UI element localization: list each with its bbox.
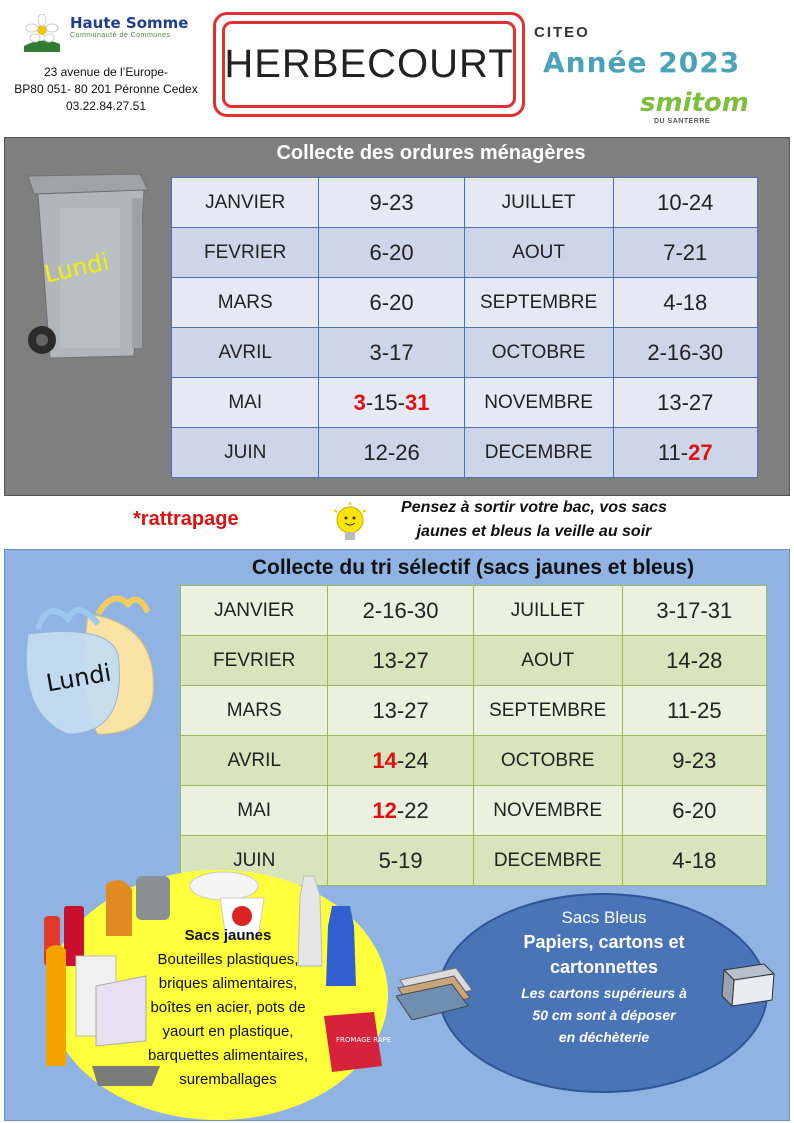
rattrapage-date: 31 — [405, 389, 430, 415]
date-text: 11- — [657, 439, 689, 465]
dates-cell — [328, 786, 473, 836]
table-row — [181, 686, 767, 736]
ordures-title: Collecte des ordures ménagères — [276, 142, 586, 164]
table-row — [172, 278, 758, 328]
date-text: 13-27 — [372, 697, 429, 723]
phone-number: 03.22.84.27.51 — [65, 99, 147, 113]
dates-cell — [319, 428, 464, 478]
sacs-bleus-note — [470, 982, 738, 1048]
date-text: 13-27 — [657, 389, 714, 415]
date-text: 4-18 — [663, 289, 708, 315]
month-cell: MARS — [172, 278, 319, 328]
date-text: 4-18 — [672, 847, 717, 873]
date-text: -22 — [396, 797, 429, 823]
date-text: 9-23 — [672, 747, 717, 773]
date-text: 5-19 — [378, 847, 423, 873]
dates-cell — [613, 378, 758, 428]
dates-cell — [622, 586, 766, 636]
ordures-schedule — [171, 177, 758, 478]
sacs-jaunes-text — [128, 924, 328, 1092]
fromage-package-label: FROMAGE RAPE — [336, 1036, 392, 1044]
date-text: 13-27 — [372, 647, 429, 673]
sacs-jaunes-line: barquettes alimentaires, — [147, 1047, 309, 1064]
reminder-line1: Pensez à sortir votre bac, vos sacs — [401, 499, 667, 516]
dates-cell — [613, 328, 758, 378]
tri-day-label: Lundi — [44, 658, 114, 698]
month-cell: JUILLET — [473, 586, 622, 636]
month-cell: AVRIL — [172, 328, 319, 378]
date-text: 9-23 — [369, 189, 414, 215]
dates-cell — [613, 428, 758, 478]
ordures-day-label: Lundi — [41, 247, 112, 289]
date-text: 14-28 — [666, 647, 723, 673]
month-cell: AOUT — [473, 636, 622, 686]
sacs-bleus-sub2: cartonnettes — [549, 957, 659, 977]
table-row — [181, 586, 767, 636]
table-row — [172, 378, 758, 428]
smitom-logo — [640, 88, 750, 128]
table-row — [172, 178, 758, 228]
month-cell: SEPTEMBRE — [473, 686, 622, 736]
dates-cell — [328, 586, 473, 636]
date-text: 11-25 — [666, 697, 722, 723]
month-cell: JUIN — [172, 428, 319, 478]
month-cell: MAI — [172, 378, 319, 428]
sacs-jaunes-line: suremballages — [179, 1071, 277, 1088]
dates-cell — [328, 636, 473, 686]
logo-name: Haute Somme — [70, 14, 189, 32]
table-row — [172, 428, 758, 478]
month-cell: JUILLET — [464, 178, 613, 228]
rattrapage-date: 14 — [372, 747, 397, 773]
dates-cell — [319, 178, 464, 228]
table-row — [172, 228, 758, 278]
month-cell: OCTOBRE — [464, 328, 613, 378]
month-cell: FEVRIER — [172, 228, 319, 278]
date-text: 6-20 — [369, 289, 414, 315]
date-text: 12-26 — [363, 439, 420, 465]
dates-cell — [328, 736, 473, 786]
date-text: 3-17-31 — [656, 597, 733, 623]
address-line2: BP80 051- 80 201 Péronne Cedex — [14, 82, 198, 96]
month-cell: DECEMBRE — [473, 836, 622, 886]
rattrapage-date: 3 — [353, 389, 366, 415]
dates-cell — [613, 278, 758, 328]
month-cell: AVRIL — [181, 736, 328, 786]
date-text: 3-17 — [369, 339, 414, 365]
sacs-jaunes-line: boîtes en acier, pots de — [150, 999, 306, 1016]
month-cell: OCTOBRE — [473, 736, 622, 786]
lightbulb-icon — [330, 502, 370, 546]
date-text: -15- — [365, 389, 405, 415]
sacs-jaunes-line: Bouteilles plastiques, — [157, 951, 299, 968]
sacs-jaunes-line: briques alimentaires, — [158, 975, 298, 992]
sacs-jaunes-title: Sacs jaunes — [184, 927, 272, 944]
flower-logo-icon — [22, 14, 62, 54]
dates-cell — [319, 378, 464, 428]
ordures-table — [171, 177, 758, 478]
rattrapage-note: *rattrapage — [133, 508, 239, 530]
citeo-logo: CITEO — [534, 24, 590, 41]
month-cell: JANVIER — [181, 586, 328, 636]
date-text: 2-16-30 — [362, 597, 439, 623]
dates-cell — [613, 178, 758, 228]
month-cell: MARS — [181, 686, 328, 736]
dates-cell — [622, 736, 766, 786]
month-cell: MAI — [181, 786, 328, 836]
smitom-subtitle: DU SANTERRE — [654, 118, 711, 125]
month-cell: DECEMBRE — [464, 428, 613, 478]
tri-title: Collecte du tri sélectif (sacs jaunes et bleus) — [251, 556, 695, 579]
haute-somme-logo — [22, 14, 202, 54]
month-cell: NOVEMBRE — [473, 786, 622, 836]
dates-cell — [328, 686, 473, 736]
town-sign — [213, 12, 525, 117]
logo-subtitle: Communauté de Communes — [70, 32, 171, 39]
sacs-bleus-note-line2: 50 cm sont à déposer — [532, 1007, 676, 1023]
sacs-bleus-note-line1: Les cartons supérieurs à — [521, 985, 687, 1001]
dates-cell — [622, 636, 766, 686]
month-cell: AOUT — [464, 228, 613, 278]
sacs-bleus-title: Sacs Bleus — [561, 908, 647, 927]
dates-cell — [622, 786, 766, 836]
table-row — [181, 786, 767, 836]
dates-cell — [622, 836, 766, 886]
month-cell: SEPTEMBRE — [464, 278, 613, 328]
month-cell: JUIN — [181, 836, 328, 886]
date-text: -24 — [396, 747, 429, 773]
month-cell: FEVRIER — [181, 636, 328, 686]
table-row — [181, 736, 767, 786]
reminder-note — [378, 496, 690, 544]
tri-schedule — [180, 585, 767, 886]
table-row — [172, 328, 758, 378]
year-title: Année 2023 — [543, 46, 741, 79]
date-text: 6-20 — [672, 797, 717, 823]
dates-cell — [319, 328, 464, 378]
date-text: 7-21 — [663, 239, 708, 265]
town-name: HERBECOURT — [222, 21, 516, 108]
dates-cell — [319, 228, 464, 278]
rattrapage-date: 27 — [688, 439, 713, 465]
dates-cell — [319, 278, 464, 328]
tri-table — [180, 585, 767, 886]
dates-cell — [622, 686, 766, 736]
sacs-bleus-sub1: Papiers, cartons et — [523, 932, 685, 952]
rattrapage-date: 12 — [372, 797, 397, 823]
table-row — [181, 636, 767, 686]
date-text: 10-24 — [657, 189, 714, 215]
date-text: 6-20 — [369, 239, 414, 265]
month-cell: NOVEMBRE — [464, 378, 613, 428]
reminder-line2: jaunes et bleus la veille au soir — [416, 523, 652, 540]
smitom-wordmark: smitom — [640, 88, 749, 118]
sacs-jaunes-line: yaourt en plastique, — [162, 1023, 294, 1040]
address-block — [6, 64, 206, 115]
newspapers-icon — [396, 960, 476, 1020]
address-line1: 23 avenue de l’Europe- — [43, 65, 169, 79]
date-text: 2-16-30 — [647, 339, 724, 365]
dates-cell — [613, 228, 758, 278]
sacs-bleus-note-line3: en déchèterie — [558, 1029, 650, 1045]
sacs-bleus-text — [470, 906, 738, 1048]
month-cell: JANVIER — [172, 178, 319, 228]
